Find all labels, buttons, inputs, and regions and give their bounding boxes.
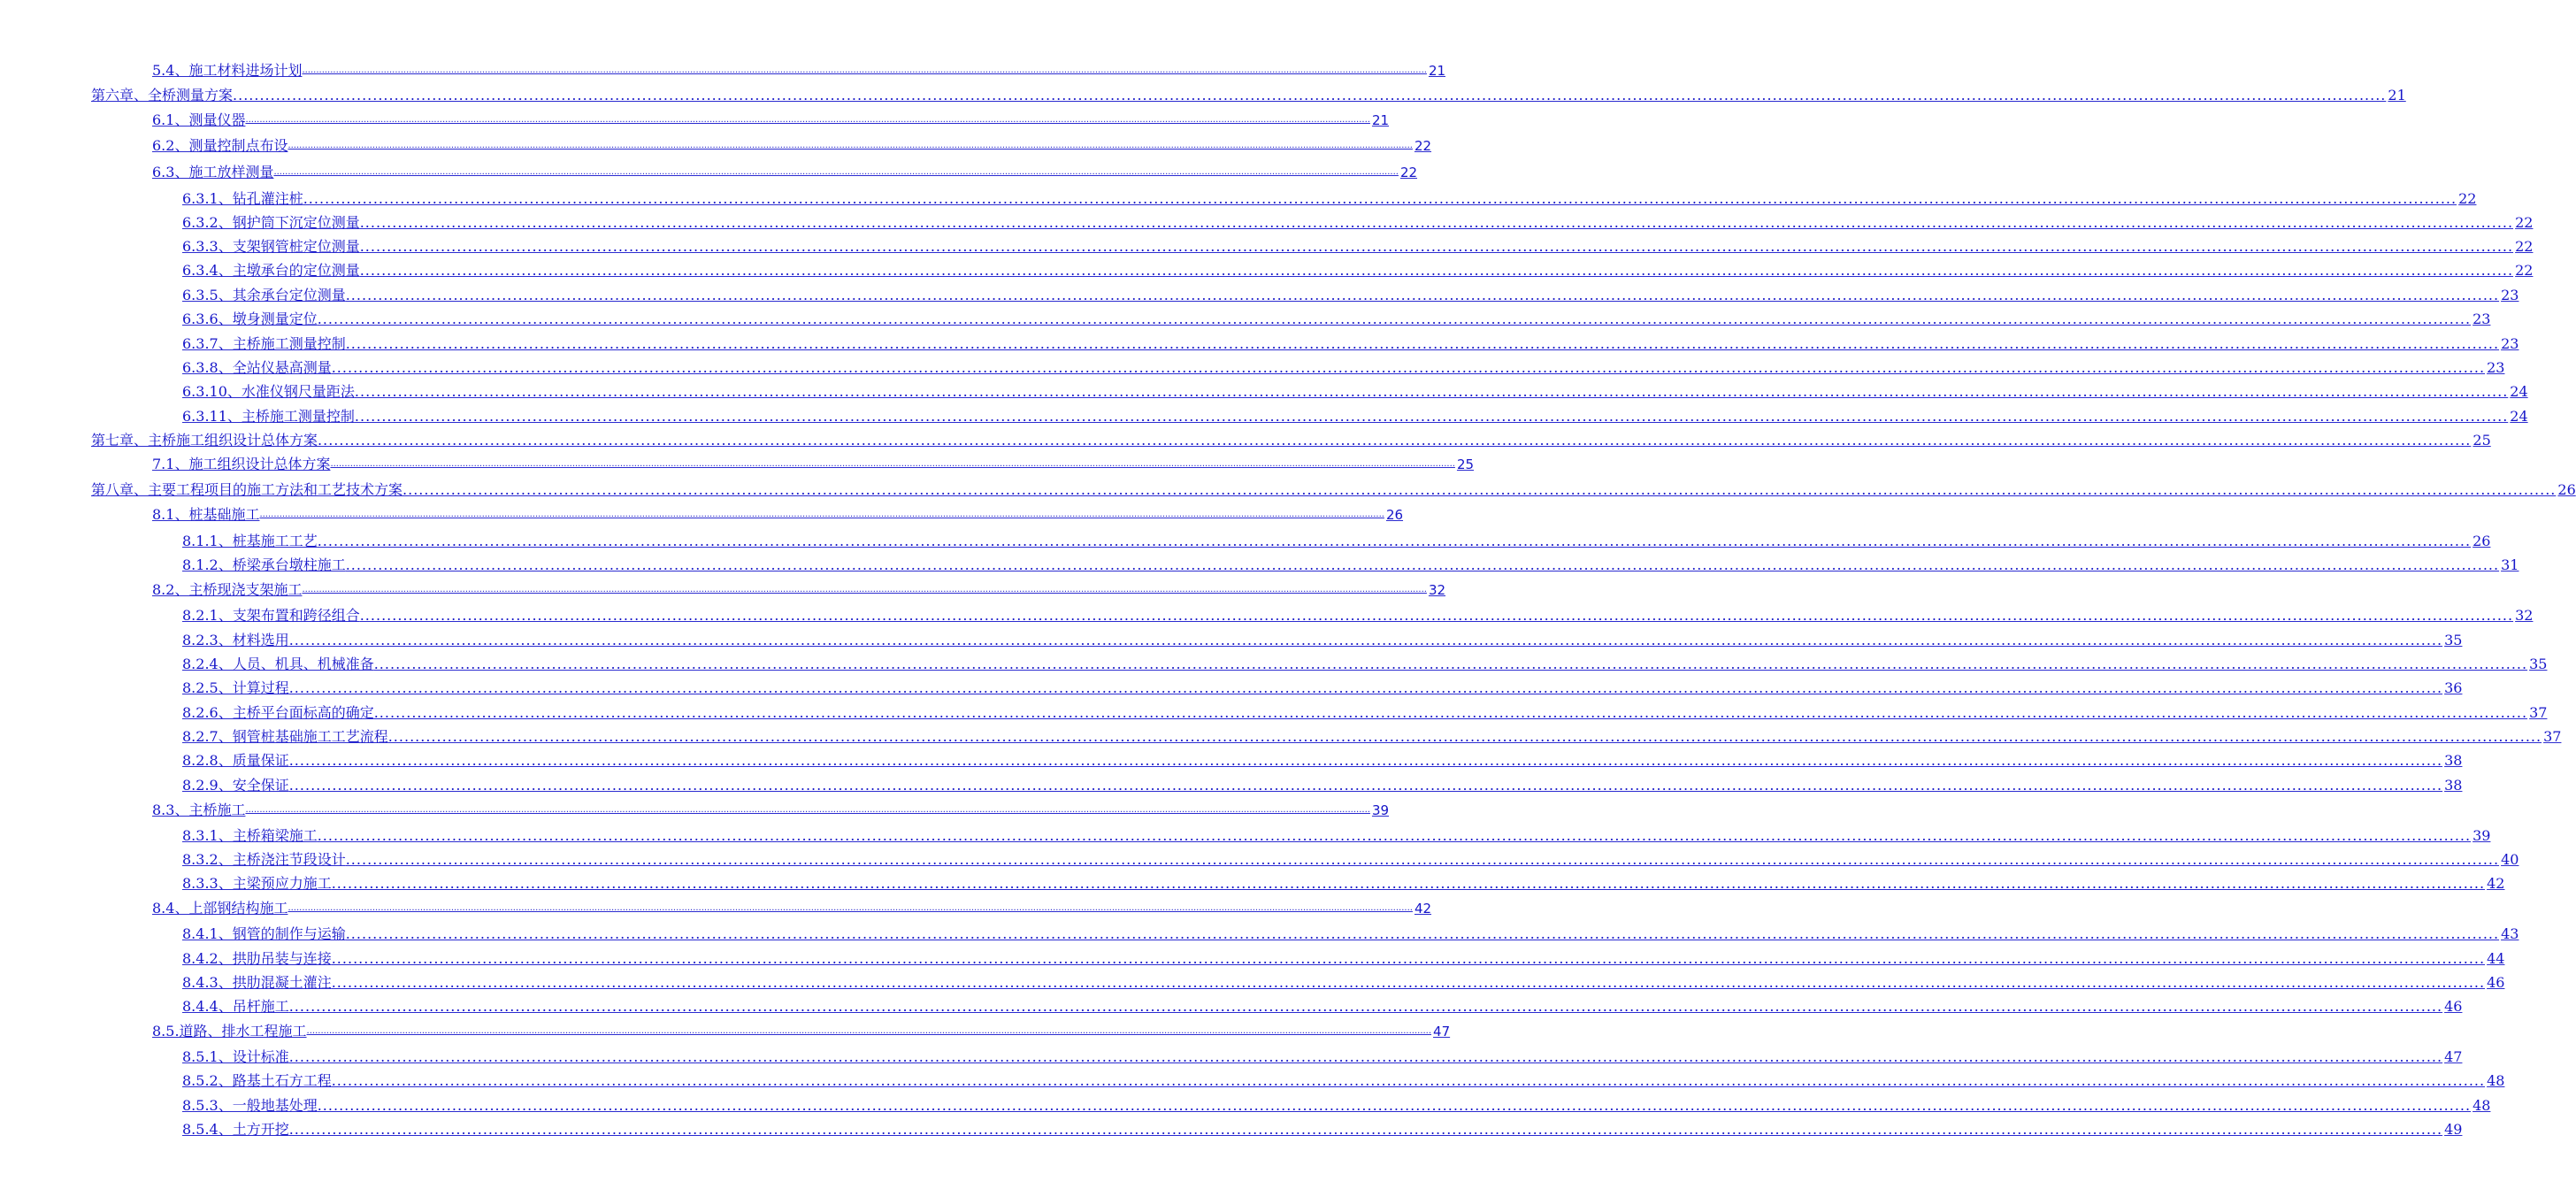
toc-entry[interactable] (182, 1047, 2463, 1068)
toc-entry-page-number: 22 (2515, 214, 2534, 231)
toc-entry-page-number: 46 (2487, 974, 2505, 991)
toc-entry[interactable] (182, 654, 2548, 675)
toc-entry-label: 8.1.2、桥梁承台墩柱施工 (182, 556, 346, 573)
toc-entry-page-number: 36 (2444, 679, 2463, 696)
toc-entry[interactable] (182, 702, 2548, 724)
toc-dot-leader: ................................................................................................................................................................................................................................................................................................................................................................................................................ (288, 903, 1413, 913)
toc-entry-page-number: 25 (1456, 456, 1475, 472)
toc-entry-label: 8.2.6、主桥平台面标高的确定 (182, 704, 374, 721)
toc-entry-label: 8.5.4、土方开挖 (182, 1121, 289, 1138)
toc-entry-label: 6.1、测量仪器 (152, 111, 246, 128)
toc-entry[interactable] (152, 60, 1446, 81)
toc-dot-leader: ................................................................................................................................................................................................................................................................................................................................................................................................................ (354, 408, 2509, 425)
toc-dot-leader: ................................................................................................................................................................................................................................................................................................................................................................................................................ (373, 704, 2528, 721)
toc-entry[interactable] (152, 1021, 1451, 1042)
toc-entry-label: 6.3.11、主桥施工测量控制 (182, 408, 355, 425)
toc-entry[interactable] (152, 579, 1446, 601)
toc-entry-page-number: 47 (1433, 1024, 1451, 1039)
toc-dot-leader: ................................................................................................................................................................................................................................................................................................................................................................................................................ (288, 752, 2443, 769)
toc-dot-leader: ................................................................................................................................................................................................................................................................................................................................................................................................................ (302, 65, 1427, 75)
toc-entry-page-number: 32 (1428, 582, 1446, 598)
toc-entry-page-number: 21 (1428, 63, 1446, 79)
toc-entry-page-number: 42 (2487, 875, 2505, 892)
toc-dot-leader: ................................................................................................................................................................................................................................................................................................................................................................................................................ (245, 115, 1370, 125)
toc-dot-leader: ................................................................................................................................................................................................................................................................................................................................................................................................................ (345, 851, 2500, 868)
toc-entry-page-number: 23 (2501, 335, 2519, 352)
toc-entry-label: 8.2.9、安全保证 (182, 777, 289, 794)
toc-entry[interactable] (182, 212, 2534, 234)
toc-entry-page-number: 21 (1371, 112, 1390, 128)
toc-dot-leader: ................................................................................................................................................................................................................................................................................................................................................................................................................ (317, 827, 2472, 844)
toc-entry-label: 8.2.5、计算过程 (182, 679, 289, 696)
toc-entry[interactable] (91, 430, 2491, 451)
toc-entry-page-number: 49 (2444, 1121, 2463, 1138)
toc-entry-label: 8.2.3、材料选用 (182, 632, 289, 648)
toc-entry-page-number: 26 (1385, 507, 1404, 523)
toc-entry-label: 8.4.3、拱肋混凝土灌注 (182, 974, 332, 991)
toc-entry-label: 6.3.7、主桥施工测量控制 (182, 335, 346, 352)
toc-entry-page-number: 35 (2529, 656, 2548, 672)
toc-entry-page-number: 26 (2472, 533, 2491, 549)
toc-entry[interactable] (182, 1095, 2491, 1116)
toc-entry-label: 8.3.3、主梁预应力施工 (182, 875, 332, 892)
toc-dot-leader: ................................................................................................................................................................................................................................................................................................................................................................................................................ (345, 287, 2500, 303)
toc-dot-leader: ................................................................................................................................................................................................................................................................................................................................................................................................................ (359, 214, 2514, 231)
toc-entry-page-number: 22 (1399, 165, 1418, 180)
toc-dot-leader: ................................................................................................................................................................................................................................................................................................................................................................................................................ (288, 777, 2443, 794)
toc-entry-label: 6.3.2、钢护筒下沉定位测量 (182, 214, 360, 231)
toc-entry[interactable] (152, 504, 1404, 525)
toc-entry-page-number: 44 (2487, 950, 2505, 967)
toc-entry[interactable] (152, 162, 1418, 183)
toc-entry[interactable] (152, 800, 1390, 821)
toc-entry[interactable] (182, 1070, 2505, 1092)
toc-entry-page-number: 38 (2444, 777, 2463, 794)
toc-dot-leader: ................................................................................................................................................................................................................................................................................................................................................................................................................ (345, 335, 2500, 352)
toc-dot-leader: ................................................................................................................................................................................................................................................................................................................................................................................................................ (373, 656, 2528, 672)
toc-dot-leader: ................................................................................................................................................................................................................................................................................................................................................................................................................ (317, 533, 2472, 549)
toc-entry-label: 6.3.4、主墩承台的定位测量 (182, 262, 360, 279)
toc-entry-label: 7.1、施工组织设计总体方案 (152, 456, 331, 472)
toc-dot-leader: ................................................................................................................................................................................................................................................................................................................................................................................................................ (402, 481, 2557, 498)
toc-entry-label: 5.4、施工材料进场计划 (152, 62, 303, 79)
toc-dot-leader: ................................................................................................................................................................................................................................................................................................................................................................................................................ (330, 459, 1455, 469)
toc-entry-label: 8.2.7、钢管桩基础施工工艺流程 (182, 728, 388, 745)
toc-entry-label: 8.4.4、吊杆施工 (182, 998, 289, 1015)
toc-entry-label: 8.2.4、人员、机具、机械准备 (182, 656, 374, 672)
toc-dot-leader: ................................................................................................................................................................................................................................................................................................................................................................................................................ (273, 167, 1399, 177)
toc-entry[interactable] (152, 454, 1475, 475)
toc-entry-page-number: 22 (2515, 238, 2534, 255)
toc-entry-label: 6.2、测量控制点布设 (152, 137, 288, 154)
toc-entry-label: 第六章、全桥测量方案 (91, 87, 234, 104)
toc-entry[interactable] (182, 750, 2463, 771)
toc-entry-page-number: 35 (2444, 632, 2463, 648)
toc-entry[interactable] (182, 630, 2463, 651)
toc-entry-label: 8.3.1、主桥箱梁施工 (182, 827, 318, 844)
toc-dot-leader: ................................................................................................................................................................................................................................................................................................................................................................................................................ (288, 141, 1413, 150)
toc-entry-label: 6.3.1、钻孔灌注桩 (182, 190, 303, 207)
toc-entry-page-number: 48 (2487, 1072, 2505, 1089)
toc-dot-leader: ................................................................................................................................................................................................................................................................................................................................................................................................................ (317, 1097, 2472, 1114)
toc-entry[interactable] (152, 110, 1390, 131)
toc-entry-label: 8.3、主桥施工 (152, 802, 246, 818)
toc-entry-page-number: 47 (2444, 1048, 2463, 1065)
toc-entry-label: 6.3.6、墩身测量定位 (182, 311, 318, 327)
toc-entry-page-number: 43 (2501, 925, 2519, 942)
toc-dot-leader: ................................................................................................................................................................................................................................................................................................................................................................................................................ (288, 998, 2443, 1015)
toc-entry[interactable] (182, 381, 2528, 403)
toc-entry-page-number: 22 (1414, 138, 1432, 154)
toc-entry[interactable] (182, 334, 2519, 355)
toc-entry-label: 第八章、主要工程项目的施工方法和工艺技术方案 (91, 481, 403, 498)
toc-entry[interactable] (91, 479, 2576, 501)
toc-entry-label: 8.5.3、一般地基处理 (182, 1097, 318, 1114)
toc-entry-page-number: 42 (1414, 901, 1432, 917)
toc-entry[interactable] (182, 357, 2505, 379)
toc-dot-leader: ................................................................................................................................................................................................................................................................................................................................................................................................................ (288, 1048, 2443, 1065)
toc-entry-page-number: 40 (2501, 851, 2519, 868)
toc-dot-leader: ................................................................................................................................................................................................................................................................................................................................................................................................................ (233, 87, 2387, 104)
toc-entry[interactable] (182, 775, 2463, 796)
toc-entry-label: 6.3、施工放样测量 (152, 164, 274, 180)
toc-entry-page-number: 23 (2501, 287, 2519, 303)
toc-dot-leader: ................................................................................................................................................................................................................................................................................................................................................................................................................ (359, 238, 2514, 255)
toc-dot-leader: ................................................................................................................................................................................................................................................................................................................................................................................................................ (359, 262, 2514, 279)
toc-dot-leader: ................................................................................................................................................................................................................................................................................................................................................................................................................ (303, 190, 2457, 207)
toc-entry-page-number: 23 (2487, 359, 2505, 376)
toc-entry[interactable] (182, 996, 2463, 1017)
toc-entry-page-number: 39 (2472, 827, 2491, 844)
toc-dot-leader: ................................................................................................................................................................................................................................................................................................................................................................................................................ (331, 950, 2486, 967)
toc-dot-leader: ................................................................................................................................................................................................................................................................................................................................................................................................................ (288, 632, 2443, 648)
toc-entry-label: 8.4.1、钢管的制作与运输 (182, 925, 346, 942)
toc-entry[interactable] (182, 726, 2562, 748)
toc-entry[interactable] (182, 873, 2505, 894)
toc-dot-leader: ................................................................................................................................................................................................................................................................................................................................................................................................................ (331, 875, 2486, 892)
toc-entry-page-number: 37 (2543, 728, 2562, 745)
toc-entry[interactable] (182, 924, 2519, 945)
toc-entry-page-number: 32 (2515, 607, 2534, 624)
toc-entry-label: 8.5.2、路基土石方工程 (182, 1072, 332, 1089)
toc-entry[interactable] (152, 898, 1432, 919)
toc-dot-leader: ................................................................................................................................................................................................................................................................................................................................................................................................................ (331, 1072, 2486, 1089)
toc-entry-page-number: 31 (2501, 556, 2519, 573)
toc-entry-label: 8.3.2、主桥浇注节段设计 (182, 851, 346, 868)
toc-entry-page-number: 22 (2458, 190, 2477, 207)
toc-entry[interactable] (182, 678, 2463, 699)
toc-dot-leader: ................................................................................................................................................................................................................................................................................................................................................................................................................ (306, 1026, 1432, 1036)
toc-entry[interactable] (182, 309, 2491, 330)
toc-entry-page-number: 22 (2515, 262, 2534, 279)
toc-entry-label: 6.3.10、水准仪钢尺量距法 (182, 383, 355, 400)
toc-entry[interactable] (91, 85, 2406, 106)
toc-entry[interactable] (182, 972, 2505, 993)
toc-entry-page-number: 39 (1371, 802, 1390, 818)
toc-dot-leader: ................................................................................................................................................................................................................................................................................................................................................................................................................ (245, 805, 1370, 815)
toc-dot-leader: ................................................................................................................................................................................................................................................................................................................................................................................................................ (345, 556, 2500, 573)
toc-entry-label: 8.1、桩基础施工 (152, 506, 260, 523)
toc-dot-leader: ................................................................................................................................................................................................................................................................................................................................................................................................................ (331, 359, 2486, 376)
toc-dot-leader: ................................................................................................................................................................................................................................................................................................................................................................................................................ (302, 585, 1427, 594)
toc-dot-leader: ................................................................................................................................................................................................................................................................................................................................................................................................................ (359, 607, 2514, 624)
toc-entry-page-number: 23 (2472, 311, 2491, 327)
toc-entry-label: 6.3.5、其余承台定位测量 (182, 287, 346, 303)
toc-entry[interactable] (182, 1119, 2463, 1140)
toc-entry[interactable] (182, 285, 2519, 306)
toc-entry[interactable] (182, 948, 2505, 970)
toc-dot-leader: ................................................................................................................................................................................................................................................................................................................................................................................................................ (288, 1121, 2443, 1138)
toc-entry-label: 8.1.1、桩基施工工艺 (182, 533, 318, 549)
toc-dot-leader: ................................................................................................................................................................................................................................................................................................................................................................................................................ (259, 510, 1384, 519)
toc-dot-leader: ................................................................................................................................................................................................................................................................................................................................................................................................................ (318, 432, 2472, 449)
toc-dot-leader: ................................................................................................................................................................................................................................................................................................................................................................................................................ (387, 728, 2542, 745)
toc-entry-page-number: 38 (2444, 752, 2463, 769)
toc-entry-page-number: 26 (2557, 481, 2576, 498)
toc-dot-leader: ................................................................................................................................................................................................................................................................................................................................................................................................................ (345, 925, 2500, 942)
toc-entry-label: 6.3.3、支架钢管桩定位测量 (182, 238, 360, 255)
toc-dot-leader: ................................................................................................................................................................................................................................................................................................................................................................................................................ (354, 383, 2509, 400)
toc-entry[interactable] (182, 531, 2491, 552)
toc-entry[interactable] (182, 406, 2528, 427)
toc-entry-page-number: 24 (2510, 408, 2528, 425)
toc-entry[interactable] (182, 188, 2477, 210)
toc-entry-page-number: 48 (2472, 1097, 2491, 1114)
toc-entry-label: 8.2、主桥现浇支架施工 (152, 581, 303, 598)
toc-entry-label: 8.4、上部钢结构施工 (152, 900, 288, 917)
toc-dot-leader: ................................................................................................................................................................................................................................................................................................................................................................................................................ (288, 679, 2443, 696)
toc-entry[interactable] (182, 555, 2519, 576)
toc-entry-page-number: 21 (2388, 87, 2406, 104)
toc-entry-label: 8.5.1、设计标准 (182, 1048, 289, 1065)
toc-entry-label: 8.4.2、拱肋吊装与连接 (182, 950, 332, 967)
toc-dot-leader: ................................................................................................................................................................................................................................................................................................................................................................................................................ (331, 974, 2486, 991)
toc-dot-leader: ................................................................................................................................................................................................................................................................................................................................................................................................................ (317, 311, 2472, 327)
toc-entry-label: 8.2.8、质量保证 (182, 752, 289, 769)
toc-entry[interactable] (182, 236, 2534, 257)
toc-entry[interactable] (182, 825, 2491, 847)
toc-entry[interactable] (182, 260, 2534, 281)
toc-entry-label: 8.5.道路、排水工程施工 (152, 1023, 307, 1039)
toc-entry[interactable] (152, 135, 1432, 157)
toc-entry-page-number: 37 (2529, 704, 2548, 721)
toc-entry-page-number: 46 (2444, 998, 2463, 1015)
toc-entry-label: 第七章、主桥施工组织设计总体方案 (91, 432, 318, 449)
toc-entry-label: 6.3.8、全站仪悬高测量 (182, 359, 332, 376)
toc-entry-page-number: 25 (2472, 432, 2491, 449)
toc-entry-page-number: 24 (2510, 383, 2528, 400)
toc-entry-label: 8.2.1、支架布置和跨径组合 (182, 607, 360, 624)
toc-entry[interactable] (182, 849, 2519, 871)
toc-entry[interactable] (182, 605, 2534, 626)
